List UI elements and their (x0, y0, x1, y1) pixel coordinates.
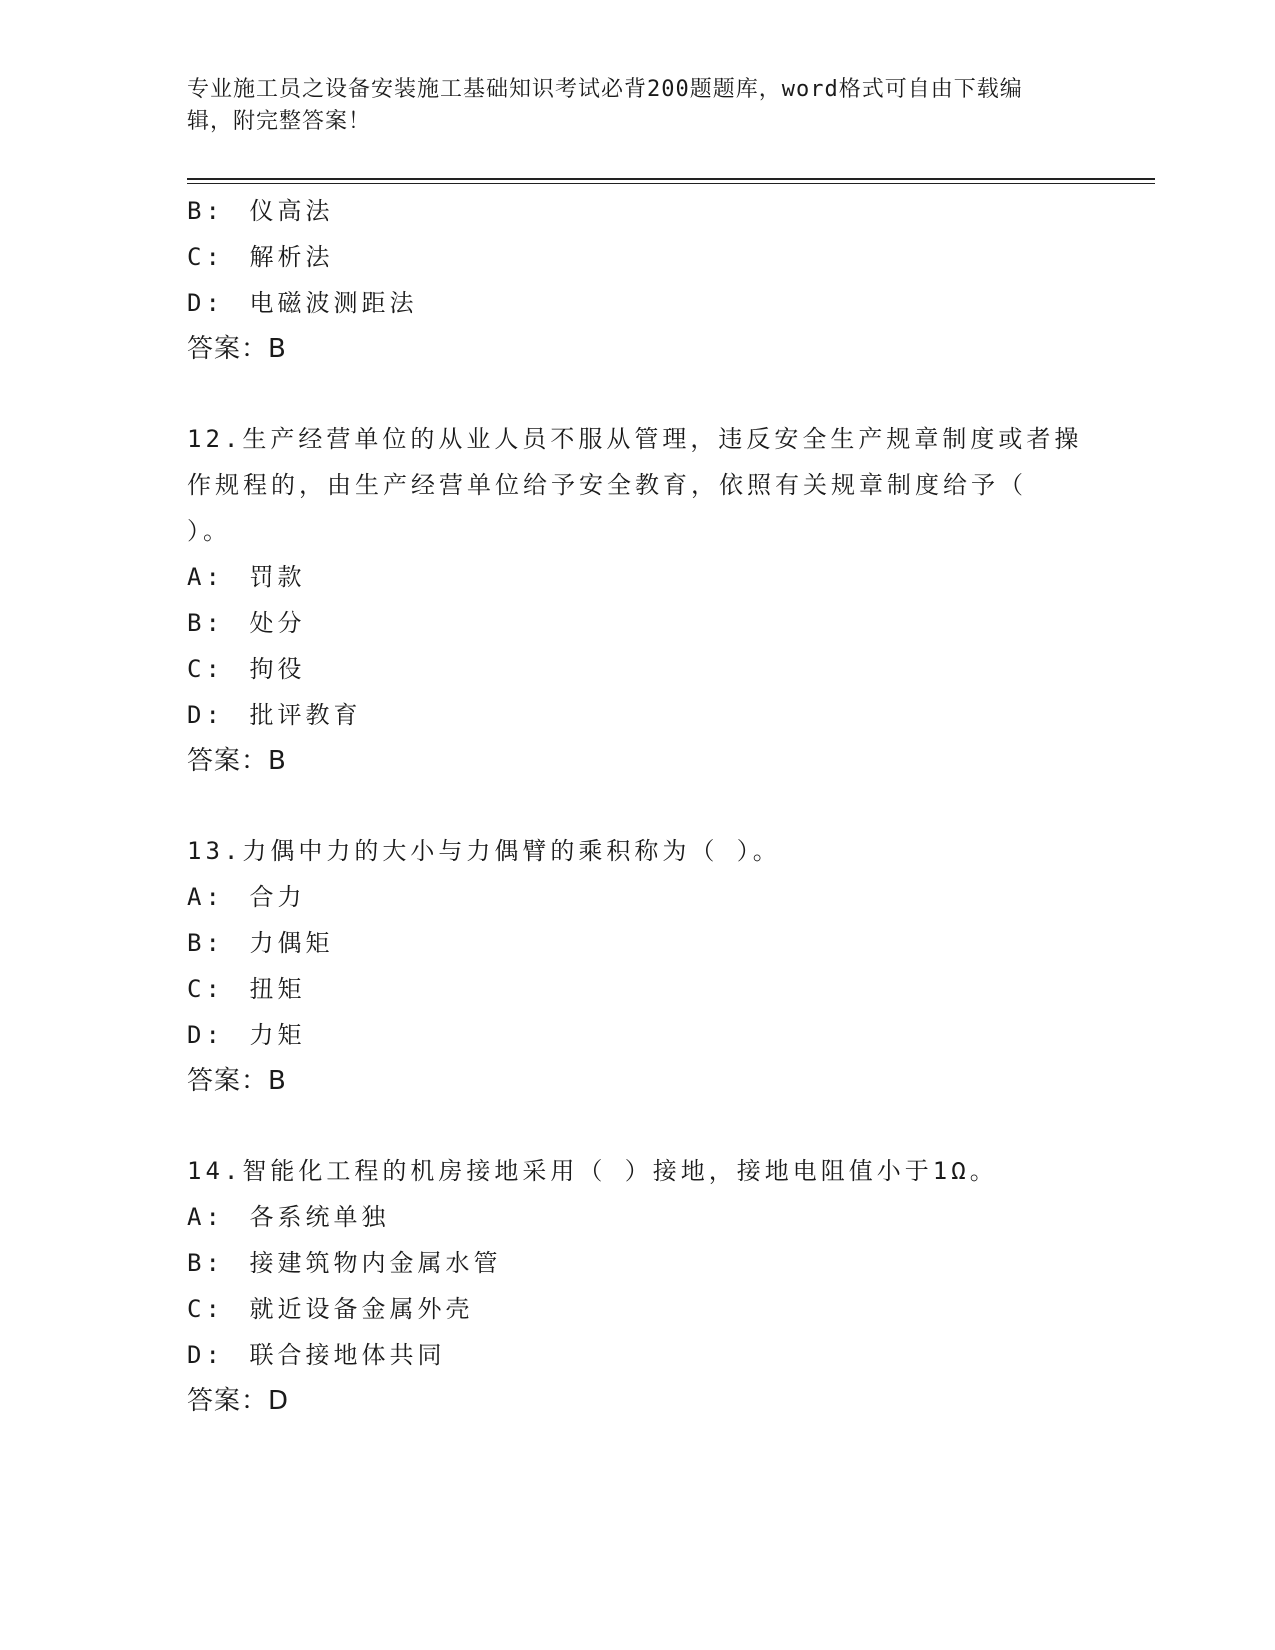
option-d: D: 批评教育 (187, 701, 362, 729)
option-b: B: 接建筑物内金属水管 (187, 1249, 502, 1277)
header-divider (187, 178, 1155, 180)
question-list (187, 188, 1087, 1424)
option-c: C: 拘役 (187, 655, 306, 683)
option-b: B: 仪高法 (187, 197, 334, 225)
option-d: D: 电磁波测距法 (187, 289, 418, 317)
option-d: D: 力矩 (187, 1021, 306, 1049)
document-header: 专业施工员之设备安装施工基础知识考试必背200题题库，word格式可自由下载编辑，附完整答案！ (187, 77, 1023, 134)
answer-line: 答案：B (187, 1066, 287, 1096)
header-divider-thin (187, 183, 1155, 184)
option-d: D: 联合接地体共同 (187, 1341, 446, 1369)
question-stem: 14.智能化工程的机房接地采用（ ）接地，接地电阻值小于1Ω。 (187, 1157, 998, 1185)
option-c: C: 就近设备金属外壳 (187, 1295, 474, 1323)
option-a: A: 各系统单独 (187, 1203, 390, 1231)
previous-question-tail (187, 188, 1087, 372)
question-stem: 12.生产经营单位的从业人员不服从管理，违反安全生产规章制度或者操作规程的，由生产经营单位给予安全教育，依照有关规章制度给予（ ）。 (187, 425, 1083, 545)
question-block (187, 828, 1087, 1104)
option-c: C: 扭矩 (187, 975, 306, 1003)
question-stem: 13.力偶中力的大小与力偶臂的乘积称为（ ）。 (187, 837, 781, 865)
answer-line: 答案：B (187, 746, 287, 776)
option-b: B: 处分 (187, 609, 306, 637)
answer-line: 答案：B (187, 334, 287, 364)
option-a: A: 合力 (187, 883, 306, 911)
option-b: B: 力偶矩 (187, 929, 334, 957)
question-block (187, 416, 1087, 784)
option-c: C: 解析法 (187, 243, 334, 271)
option-a: A: 罚款 (187, 563, 306, 591)
question-block (187, 1148, 1087, 1424)
answer-line: 答案：D (187, 1386, 290, 1416)
